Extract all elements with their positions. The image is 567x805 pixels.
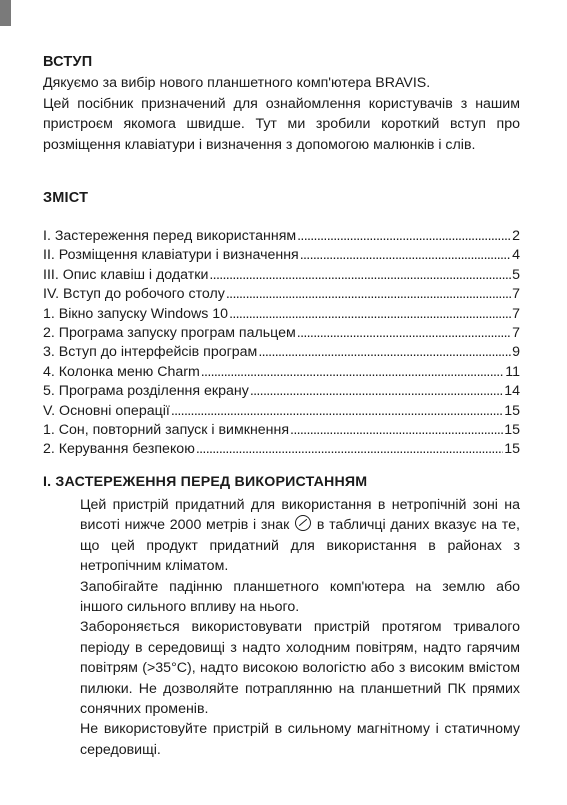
toc-item <box>43 441 520 460</box>
toc-item <box>43 364 520 383</box>
toc-item <box>43 383 520 402</box>
toc-item <box>43 403 520 422</box>
toc-item-page: 15 <box>504 402 520 419</box>
toc-item-title: 5. Програма розділення екрану <box>43 383 249 400</box>
toc-leader-dots <box>209 267 511 283</box>
toc-item <box>43 325 520 344</box>
toc-item <box>43 228 520 247</box>
toc-item-page: 11 <box>505 363 520 380</box>
toc-item <box>43 344 520 363</box>
toc-item-title: 2. Програма запуску програм пальцем <box>43 324 296 341</box>
toc-item-page: 15 <box>504 441 520 458</box>
intro-body <box>43 73 520 155</box>
toc-item-page: 15 <box>504 421 520 438</box>
toc-item-page: 2 <box>512 228 520 244</box>
toc-item <box>43 286 520 305</box>
toc-leader-dots <box>196 441 503 457</box>
toc-item-page: 7 <box>512 286 520 303</box>
toc-leader-dots <box>250 383 503 399</box>
section-1-paragraph-1 <box>80 495 520 577</box>
toc-item-title: 2. Керування безпекою <box>43 441 195 458</box>
toc-item <box>43 422 520 441</box>
toc-item-title: 1. Вікно запуску Windows 10 <box>43 305 229 322</box>
toc-leader-dots <box>258 344 511 360</box>
toc-leader-dots <box>297 228 511 244</box>
section-1-body <box>80 495 520 760</box>
toc-item-page: 4 <box>512 247 520 264</box>
section-1-paragraph-3: Забороняється використовувати пристрій протягом тривалого періоду в середовищі з надто холодним повітрям, надто гарячим повітрям (>35°C), надто високою вологістю або з високим вмістом пилюки. Не дозволяйте потраплянню на планшетний ПК прямих сонячних променів. <box>80 619 520 718</box>
intro-paragraph-2: Цей посібник призначений для ознайомлення користувачів з нашим пристроєм якомога швидше. Тут ми зробили короткий вступ про розміщення клавіатури і визначення з допомогою малюнків і слів. <box>43 95 520 153</box>
toc-item <box>43 306 520 325</box>
toc-leader-dots <box>201 364 505 380</box>
section-1-heading: I. ЗАСТЕРЕЖЕННЯ ПЕРЕД ВИКОРИСТАННЯМ <box>43 474 368 490</box>
toc-item-title: I. Застереження перед використанням <box>43 228 297 244</box>
section-1-paragraph-4: Не використовуйте пристрій в сильному магнітному і статичному середовищі. <box>80 721 520 758</box>
toc-leader-dots <box>229 306 511 322</box>
toc-item-title: II. Розміщення клавіатури і визначення <box>43 247 299 264</box>
non-tropical-symbol-icon <box>295 515 311 531</box>
toc-item-page: 7 <box>512 305 520 322</box>
section-1-paragraph-1-end: в табличці даних вказує на те, що цей продукт придатний для використання в районах з нетропічним кліматом. <box>80 517 520 575</box>
intro-heading: ВСТУП <box>43 54 93 70</box>
toc-item-page: 7 <box>512 324 520 341</box>
toc-leader-dots <box>297 325 511 341</box>
section-1-paragraph-2: Запобігайте падінню планшетного комп'ютера на землю або іншого сильного впливу на нього. <box>80 578 520 616</box>
toc-leader-dots <box>300 247 511 263</box>
toc-item-page: 14 <box>504 383 520 400</box>
toc-item <box>43 267 520 286</box>
page-corner-mark <box>0 0 11 26</box>
toc-item-title: 3. Вступ до інтерфейсів програм <box>43 344 258 361</box>
table-of-contents <box>43 228 520 461</box>
toc-item <box>43 247 520 266</box>
toc-item-title: 4. Колонка меню Charm <box>43 363 200 380</box>
toc-leader-dots <box>171 403 503 419</box>
section-1-paragraph-1-start: Цей пристрій придатний для використання в нетропічній зоні на висоті нижче 2000 метрів і знак <box>80 497 520 534</box>
toc-item-page: 9 <box>512 344 520 361</box>
intro-paragraph-1: Дякуємо за вибір нового планшетного комп'ютера BRAVIS. <box>43 75 431 91</box>
toc-item-title: IV. Вступ до робочого столу <box>43 286 225 303</box>
toc-item-page: 5 <box>512 266 520 283</box>
toc-leader-dots <box>226 286 511 302</box>
toc-item-title: 1. Сон, повторний запуск і вимкнення <box>43 421 290 438</box>
toc-leader-dots <box>290 422 503 438</box>
toc-item-title: III. Опис клавіш і додатки <box>43 266 209 283</box>
toc-heading: ЗМІСТ <box>43 190 89 206</box>
toc-item-title: V. Основні операції <box>43 402 170 419</box>
